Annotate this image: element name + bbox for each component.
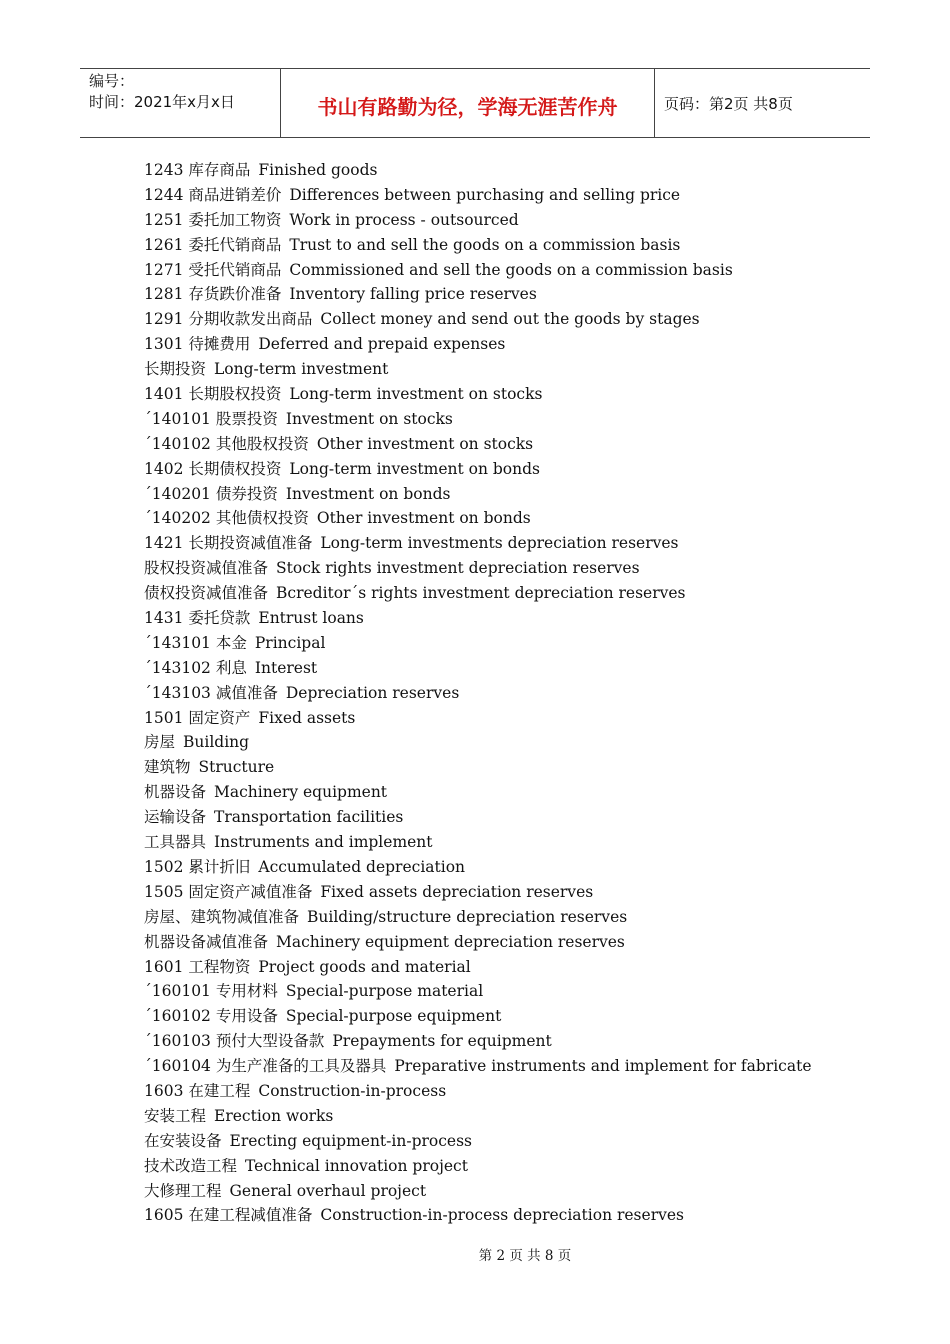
entry-english: Project goods and material — [258, 957, 471, 976]
entry-english: Principal — [254, 633, 326, 652]
entry-english: Transportation facilities — [214, 808, 404, 827]
list-item — [144, 233, 904, 258]
list-item — [144, 606, 904, 631]
list-item — [144, 282, 904, 307]
list-item — [144, 1179, 904, 1204]
entry-english: Building — [183, 733, 250, 752]
entry-chinese: 1261 委托代销商品 — [144, 235, 282, 254]
list-item — [144, 1104, 904, 1129]
entry-english: Building/structure depreciation reserves — [307, 907, 628, 926]
entry-chinese: 1502 累计折旧 — [144, 857, 251, 876]
header-motto: 书山有路勤为径，学海无涯苦作舟 — [281, 69, 655, 137]
entry-chinese: ´160103 预付大型设备款 — [144, 1032, 325, 1051]
entry-english: Bcreditor´s rights investment depreciation reserves — [276, 584, 686, 603]
entry-chinese: 机器设备减值准备 — [144, 932, 269, 951]
list-item — [144, 183, 904, 208]
entry-english: General overhaul project — [229, 1181, 427, 1200]
entry-english: Erection works — [214, 1106, 334, 1125]
list-item — [144, 979, 904, 1004]
list-item — [144, 506, 904, 531]
list-item — [144, 880, 904, 905]
entry-chinese: 技术改造工程 — [144, 1156, 238, 1175]
entry-chinese: 1251 委托加工物资 — [144, 210, 282, 229]
entry-chinese: 1243 库存商品 — [144, 161, 251, 179]
entry-chinese: 1291 分期收款发出商品 — [144, 310, 313, 329]
list-item — [144, 706, 904, 731]
list-item — [144, 930, 904, 955]
entry-english: Instruments and implement — [214, 833, 433, 852]
entry-chinese: 1244 商品进销差价 — [144, 185, 282, 204]
list-item — [144, 382, 904, 407]
entry-english: Technical innovation project — [245, 1156, 468, 1175]
entry-chinese: ´160102 专用设备 — [144, 1007, 278, 1026]
entry-chinese: 1271 受托代销商品 — [144, 260, 282, 279]
entry-english: Depreciation reserves — [285, 683, 460, 702]
entry-english: Work in process - outsourced — [289, 210, 519, 229]
list-item — [144, 531, 904, 556]
entry-english: Investment on stocks — [285, 409, 453, 428]
entry-chinese: ´160104 为生产准备的工具及器具 — [144, 1057, 387, 1076]
list-item — [144, 432, 904, 457]
entry-chinese: 1421 长期投资减值准备 — [144, 534, 313, 553]
entry-english: Collect money and send out the goods by stages — [320, 310, 700, 329]
entry-english: Structure — [198, 758, 275, 777]
entry-english: Long-term investment on bonds — [289, 459, 540, 478]
list-item — [144, 1154, 904, 1179]
entry-english: Machinery equipment — [214, 783, 388, 802]
list-item — [144, 357, 904, 382]
list-item — [144, 556, 904, 581]
list-item — [144, 1203, 904, 1228]
entry-chinese: 大修理工程 — [144, 1181, 222, 1200]
list-item — [144, 905, 904, 930]
entry-english: Commissioned and sell the goods on a commission basis — [289, 260, 733, 279]
entry-english: Finished goods — [258, 161, 378, 179]
list-item — [144, 1029, 904, 1054]
entry-chinese: ´160101 专用材料 — [144, 982, 278, 1001]
header-page-info: 页码：第2页 共8页 — [664, 94, 793, 113]
entry-english: Stock rights investment depreciation reserves — [276, 559, 640, 578]
entry-chinese: ´143101 本金 — [144, 633, 247, 652]
entry-chinese: ´140102 其他股权投资 — [144, 434, 309, 453]
entry-chinese: 1431 委托贷款 — [144, 609, 251, 628]
entry-english: Preparative instruments and implement for fabricate — [394, 1057, 812, 1076]
entry-english: Fixed assets — [258, 708, 356, 727]
entry-english: Long-term investment on stocks — [289, 385, 543, 404]
entry-chinese: 1603 在建工程 — [144, 1081, 251, 1100]
entry-chinese: ´140202 其他债权投资 — [144, 509, 309, 528]
list-item — [144, 780, 904, 805]
list-item — [144, 631, 904, 656]
entry-english: Prepayments for equipment — [332, 1032, 552, 1051]
entry-chinese: 房屋 — [144, 733, 176, 752]
entry-english: Differences between purchasing and selling price — [289, 185, 681, 204]
entry-chinese: 1402 长期债权投资 — [144, 459, 282, 478]
entry-english: Machinery equipment depreciation reserves — [276, 932, 625, 951]
entry-english: Accumulated depreciation — [258, 857, 466, 876]
entry-chinese: 1401 长期股权投资 — [144, 385, 282, 404]
entry-chinese: 建筑物 — [144, 758, 191, 777]
list-item — [144, 407, 904, 432]
entry-chinese: 债权投资减值准备 — [144, 584, 269, 603]
entry-english: Fixed assets depreciation reserves — [320, 882, 594, 901]
entry-english: Long-term investments depreciation reserves — [320, 534, 679, 553]
entry-english: Trust to and sell the goods on a commission basis — [289, 235, 681, 254]
list-item — [144, 1004, 904, 1029]
list-item — [144, 158, 904, 183]
entry-english: Long-term investment — [214, 360, 389, 379]
entry-english: Special-purpose equipment — [285, 1007, 502, 1026]
list-item — [144, 755, 904, 780]
entry-english: Special-purpose material — [285, 982, 484, 1001]
entry-chinese: 1601 工程物资 — [144, 957, 251, 976]
entry-english: Inventory falling price reserves — [289, 285, 537, 304]
header-meta — [80, 69, 281, 137]
entry-chinese: 工具器具 — [144, 833, 207, 852]
entry-english: Other investment on stocks — [316, 434, 534, 453]
list-item — [144, 457, 904, 482]
entry-chinese: 在安装设备 — [144, 1131, 222, 1150]
entry-english: Construction-in-process — [258, 1081, 447, 1100]
list-item — [144, 855, 904, 880]
list-item — [144, 805, 904, 830]
list-item — [144, 482, 904, 507]
entry-chinese: 长期投资 — [144, 360, 207, 379]
entry-english: Erecting equipment-in-process — [229, 1131, 472, 1150]
list-item — [144, 258, 904, 283]
number-label: 编号： — [89, 72, 135, 90]
glossary-list — [144, 158, 904, 1228]
list-item — [144, 1129, 904, 1154]
list-item — [144, 681, 904, 706]
entry-chinese: ´143103 减值准备 — [144, 683, 278, 702]
list-item — [144, 208, 904, 233]
entry-chinese: 1281 存货跌价准备 — [144, 285, 282, 304]
entry-chinese: 安装工程 — [144, 1106, 207, 1125]
entry-chinese: 房屋、建筑物减值准备 — [144, 907, 300, 926]
list-item — [144, 581, 904, 606]
entry-english: Other investment on bonds — [316, 509, 531, 528]
entry-english: Interest — [254, 658, 318, 677]
entry-chinese: ´140101 股票投资 — [144, 409, 278, 428]
entry-english: Entrust loans — [258, 609, 364, 628]
entry-chinese: 运输设备 — [144, 808, 207, 827]
list-item — [144, 955, 904, 980]
page-header — [80, 68, 870, 138]
entry-chinese: 1505 固定资产减值准备 — [144, 882, 313, 901]
entry-chinese: 机器设备 — [144, 783, 207, 802]
list-item — [144, 1079, 904, 1104]
entry-chinese: 1605 在建工程减值准备 — [144, 1206, 313, 1225]
entry-chinese: ´143102 利息 — [144, 658, 247, 677]
entry-english: Deferred and prepaid expenses — [258, 335, 506, 354]
list-item — [144, 730, 904, 755]
entry-english: Investment on bonds — [285, 484, 451, 503]
list-item — [144, 332, 904, 357]
entry-chinese: ´140201 债券投资 — [144, 484, 278, 503]
entry-english: Construction-in-process depreciation reserves — [320, 1206, 684, 1225]
list-item — [144, 830, 904, 855]
entry-chinese: 1301 待摊费用 — [144, 335, 251, 354]
time-label: 时间：2021年x月x日 — [89, 93, 235, 111]
list-item — [144, 656, 904, 681]
list-item — [144, 1054, 904, 1079]
entry-chinese: 1501 固定资产 — [144, 708, 251, 727]
entry-chinese: 股权投资减值准备 — [144, 559, 269, 578]
list-item — [144, 307, 904, 332]
page-footer: 第 2 页 共 8 页 — [478, 1248, 572, 1264]
